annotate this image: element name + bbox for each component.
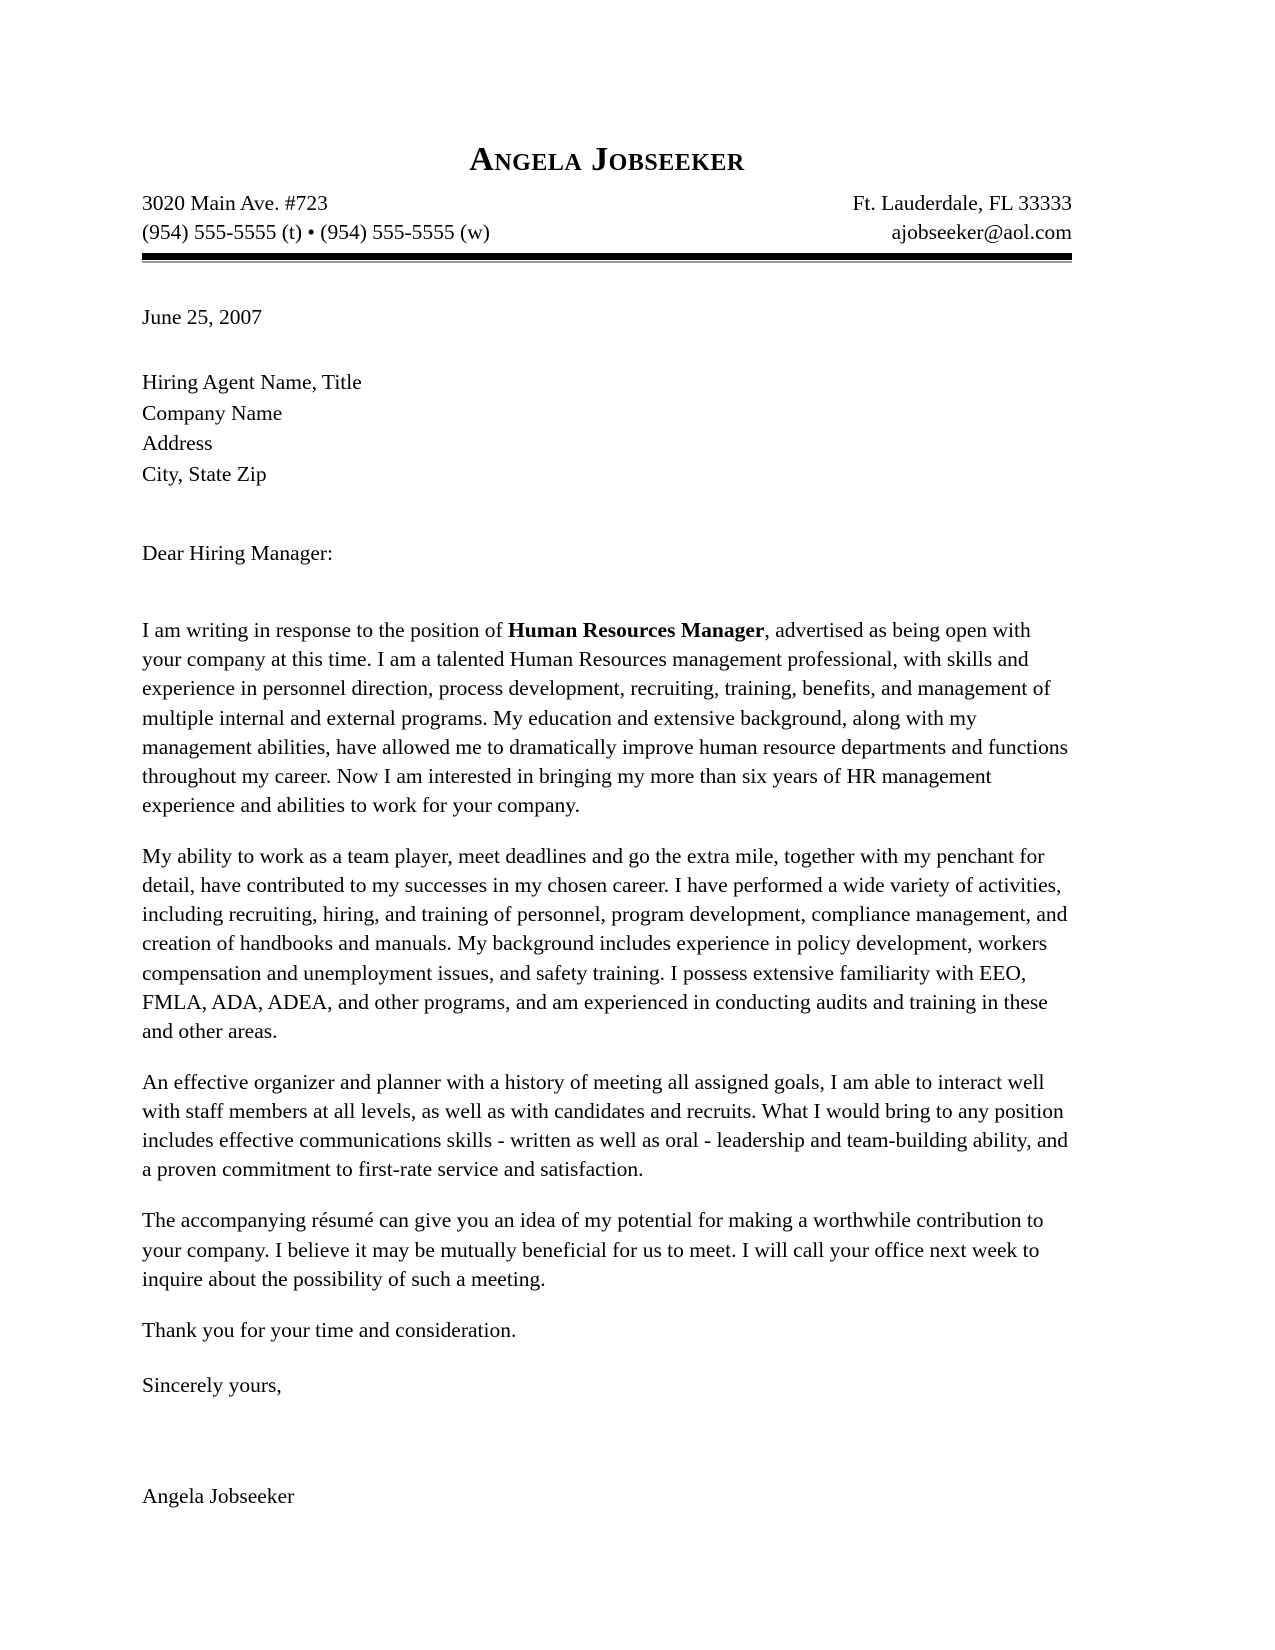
letterhead-divider	[142, 253, 1072, 263]
body-paragraph-4: The accompanying résumé can give you an idea of my potential for making a worthwhile contribution to your company. I believe it may be mutually beneficial for us to meet. I will call your office next week to inquire about the possibility of such a meeting.	[142, 1208, 1044, 1291]
letter-content	[142, 140, 1072, 1511]
body-paragraph-2: My ability to work as a team player, meet deadlines and go the extra mile, together with my penchant for detail, have contributed to my successes in my chosen career. I have performed a wide variety of activities, including recruiting, hiring, and training of personnel, program development, compliance management, and creation of handbooks and manuals. My background includes experience in policy development, workers compensation and unemployment issues, and safety training. I possess extensive familiarity with EEO, FMLA, ADA, ADEA, and other programs, and am experienced in conducting audits and training in these and other areas.	[142, 844, 1068, 1043]
letter-thanks-line: Thank you for your time and consideration.	[142, 1317, 517, 1342]
letter-signature-name: Angela Jobseeker	[142, 1483, 295, 1508]
recipient-name-title: Hiring Agent Name, Title	[142, 370, 362, 395]
letter-body	[142, 616, 1072, 1294]
letterhead-email: ajobseeker@aol.com	[891, 220, 1072, 245]
letter-date: June 25, 2007	[142, 305, 263, 330]
letterhead	[142, 140, 1072, 263]
letter-salutation: Dear Hiring Manager:	[142, 541, 334, 566]
divider-thick-rule	[142, 253, 1072, 260]
recipient-city-state-zip: City, State Zip	[142, 461, 267, 486]
letterhead-city-state-zip: Ft. Lauderdale, FL 33333	[852, 191, 1072, 216]
letterhead-phone-numbers: (954) 555-5555 (t) • (954) 555-5555 (w)	[142, 220, 490, 245]
body-paragraph-1	[142, 616, 1072, 820]
job-title-emphasis: Human Resources Manager	[508, 618, 765, 643]
recipient-company: Company Name	[142, 400, 283, 425]
letterhead-street-address: 3020 Main Ave. #723	[142, 191, 328, 216]
divider-thin-rule	[142, 261, 1072, 263]
paragraph-1-remainder: , advertised as being open with your company at this time. I am a talented Human Resources management professional, with skills and experience in personnel direction, process development, recruiting, training, benefits, and management of multiple internal and external programs. My education and extensive background, along with my management abilities, have allowed me to dramatically improve human resource departments and functions throughout my career. Now I am interested in bringing my more than six years of HR management experience and abilities to work for your company.	[142, 618, 1068, 817]
recipient-address-block	[142, 367, 1072, 489]
paragraph-1-intro: I am writing in response to the position of	[142, 618, 509, 643]
recipient-address: Address	[142, 431, 213, 456]
letterhead-contact-row-1	[142, 189, 1072, 218]
letterhead-contact-row-2	[142, 218, 1072, 247]
letter-closing: Sincerely yours,	[142, 1372, 282, 1397]
body-paragraph-3: An effective organizer and planner with a history of meeting all assigned goals, I am able to interact well with staff members at all levels, as well as with candidates and recruits. What I would bring to any position includes effective communications skills - written as well as oral - leadership and team-building ability, and a proven commitment to first-rate service and satisfaction.	[142, 1069, 1069, 1182]
letterhead-name: Angela Jobseeker	[469, 141, 745, 178]
